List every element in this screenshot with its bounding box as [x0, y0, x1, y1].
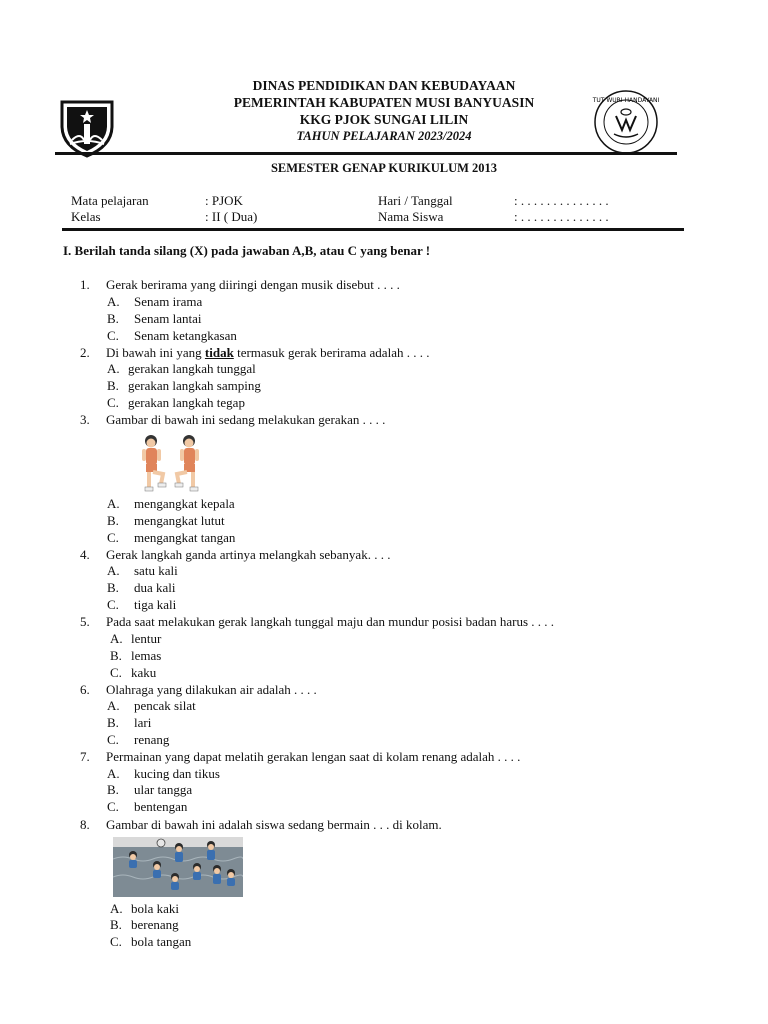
- student-name-value: : . . . . . . . . . . . . . .: [514, 209, 609, 224]
- knee-lift-illustration: [137, 432, 217, 494]
- question-1: 1. Gerak berirama yang diiringi dengan musik disebut . . . .: [80, 277, 400, 292]
- semester-title: SEMESTER GENAP KURIKULUM 2013: [270, 161, 498, 175]
- option-8b[interactable]: B. berenang: [110, 917, 179, 932]
- option-1a[interactable]: A. Senam irama: [107, 294, 203, 309]
- pool-ball-game-illustration: [113, 837, 243, 897]
- svg-text:TUT WURI HANDAYANI: TUT WURI HANDAYANI: [592, 97, 660, 104]
- option-6c[interactable]: C. renang: [107, 732, 170, 747]
- question-5: 5. Pada saat melakukan gerak langkah tunggal maju dan mundur posisi badan harus . . . .: [80, 614, 555, 629]
- question-3: 3. Gambar di bawah ini sedang melakukan gerakan . . . .: [80, 412, 386, 427]
- date-value: : . . . . . . . . . . . . . .: [514, 193, 609, 208]
- option-2c[interactable]: C. gerakan langkah tegap: [107, 395, 245, 410]
- question-7: 7. Permainan yang dapat melatih gerakan lengan saat di kolam renang adalah . . . .: [80, 749, 521, 764]
- option-7a[interactable]: A. kucing dan tikus: [107, 766, 220, 781]
- option-1b[interactable]: B. Senam lantai: [107, 311, 202, 326]
- option-5a[interactable]: A. lentur: [110, 631, 162, 646]
- student-name-label: Nama Siswa: [378, 209, 444, 224]
- option-2b[interactable]: B. gerakan langkah samping: [107, 378, 261, 393]
- header-school-year: TAHUN PELAJARAN 2023/2024: [296, 129, 472, 143]
- option-2a[interactable]: A. gerakan langkah tunggal: [107, 361, 256, 376]
- header-kkg: KKG PJOK SUNGAI LILIN: [299, 112, 469, 127]
- option-3c[interactable]: C. mengangkat tangan: [107, 530, 236, 545]
- header-agency: DINAS PENDIDIKAN DAN KEBUDAYAAN: [252, 78, 516, 93]
- option-7c[interactable]: C. bentengan: [107, 799, 188, 814]
- option-5c[interactable]: C. kaku: [110, 665, 157, 680]
- subject-label: Mata pelajaran: [71, 193, 149, 208]
- option-4b[interactable]: B. dua kali: [107, 580, 176, 595]
- question-8: 8. Gambar di bawah ini adalah siswa sedang bermain . . . di kolam.: [80, 817, 442, 832]
- question-4: 4. Gerak langkah ganda artinya melangkah sebanyak. . . .: [80, 547, 391, 562]
- instruction: I. Berilah tanda silang (X) pada jawaban A,B, atau C yang benar !: [63, 243, 431, 258]
- option-6a[interactable]: A. pencak silat: [107, 698, 196, 713]
- class-value: : II ( Dua): [205, 209, 258, 224]
- option-8a[interactable]: A. bola kaki: [110, 901, 180, 916]
- option-8c[interactable]: C. bola tangan: [110, 934, 192, 949]
- option-5b[interactable]: B. lemas: [110, 648, 162, 663]
- option-4a[interactable]: A. satu kali: [107, 563, 178, 578]
- info-divider: [62, 228, 684, 231]
- subject-value: : PJOK: [205, 193, 243, 208]
- option-3b[interactable]: B. mengangkat lutut: [107, 513, 225, 528]
- option-6b[interactable]: B. lari: [107, 715, 152, 730]
- class-label: Kelas: [71, 209, 101, 224]
- option-3a[interactable]: A. mengangkat kepala: [107, 496, 235, 511]
- option-4c[interactable]: C. tiga kali: [107, 597, 177, 612]
- header-government: PEMERINTAH KABUPATEN MUSI BANYUASIN: [233, 95, 535, 110]
- question-6: 6. Olahraga yang dilakukan air adalah . . . .: [80, 682, 317, 697]
- question-2: 2. Di bawah ini yang tidak termasuk gerak berirama adalah . . . .: [80, 345, 430, 360]
- header-divider: [55, 152, 677, 155]
- date-label: Hari / Tanggal: [378, 193, 453, 208]
- option-7b[interactable]: B. ular tangga: [107, 782, 193, 797]
- option-1c[interactable]: C. Senam ketangkasan: [107, 328, 237, 343]
